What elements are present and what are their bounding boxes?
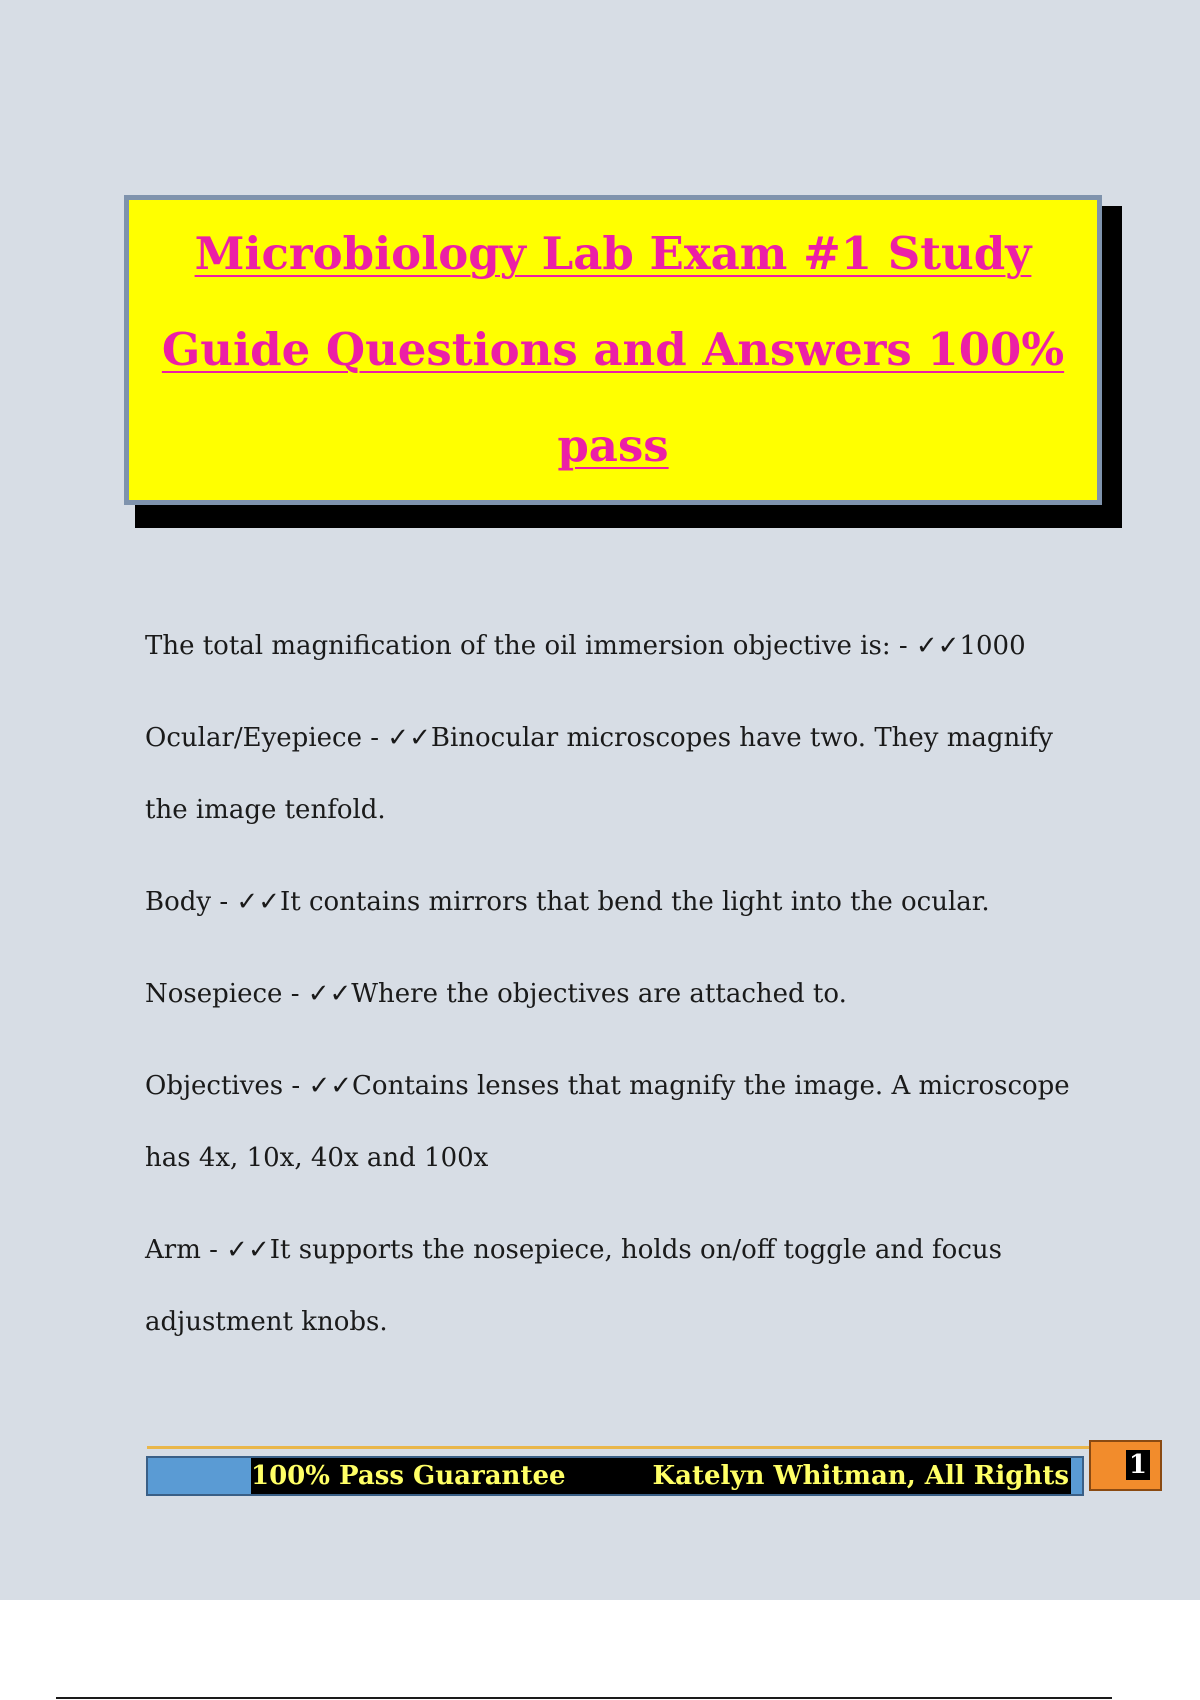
footer-divider xyxy=(147,1446,1089,1449)
page-number: 1 xyxy=(1126,1450,1150,1480)
qa-item: Ocular/Eyepiece - ✓✓Binocular microscopes have two. They magnify the image tenfold. xyxy=(145,723,1053,825)
qa-item: The total magnification of the oil immersion objective is: - ✓✓1000 xyxy=(145,631,1026,661)
bottom-rule xyxy=(56,1697,1112,1699)
qa-item: Arm - ✓✓It supports the nosepiece, holds on/off toggle and focus adjustment knobs. xyxy=(145,1235,1002,1337)
qa-item: Objectives - ✓✓Contains lenses that magnify the image. A microscope has 4x, 10x, 40x and 100x xyxy=(145,1071,1070,1173)
document-title: Microbiology Lab Exam #1 Study Guide Questions and Answers 100% pass xyxy=(161,227,1065,472)
footer-left-text: 100% Pass Guarantee xyxy=(251,1461,566,1491)
title-box xyxy=(124,195,1102,505)
qa-item: Nosepiece - ✓✓Where the objectives are attached to. xyxy=(145,979,847,1009)
footer-text-strip xyxy=(251,1458,1071,1494)
qa-item: Body - ✓✓It contains mirrors that bend the light into the ocular. xyxy=(145,887,990,917)
qa-list xyxy=(145,610,1085,1378)
page-number-badge xyxy=(1089,1440,1162,1491)
footer-right-text: Katelyn Whitman, All Rights xyxy=(652,1461,1069,1491)
